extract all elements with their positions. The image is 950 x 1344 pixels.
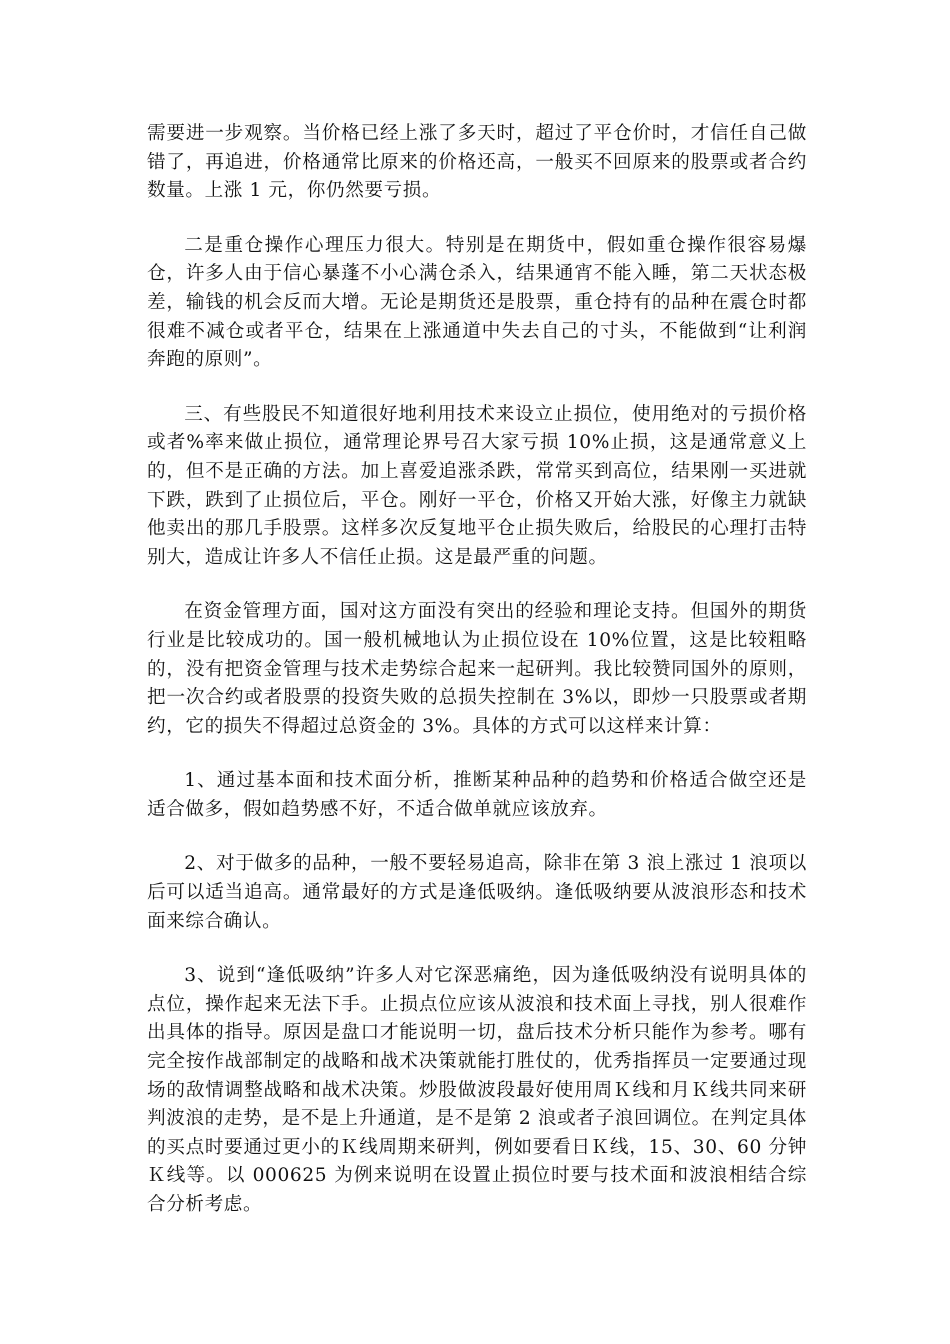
- paragraph-4: 在资金管理方面，国对这方面没有突出的经验和理论支持。但国外的期货行业是比较成功的。国一般机械地认为止损位设在 10%位置，这是比较粗略的，没有把资金管理与技术走势综合起来一起研判。我比较赞同国外的原则，把一次合约或者股票的投资失败的总损失控制在 3%以，即炒一只股票或者期约，它的损失不得超过总资金的 3%。具体的方式可以这样来计算：: [147, 601, 807, 737]
- list-item-2: 2、对于做多的品种，一般不要轻易追高，除非在第 3 浪上涨过 1 浪项以后可以适当追高。通常最好的方式是逢低吸纳。逢低吸纳要从波浪形态和技术面来综合确认。: [147, 853, 807, 932]
- list-item-3: 3、说到“逢低吸纳”许多人对它深恶痛绝，因为逢低吸纳没有说明具体的点位，操作起来无法下手。止损点位应该从波浪和技术面上寻找，别人很难作出具体的指导。原因是盘口才能说明一切，盘后技术分析只能作为参考。哪有完全按作战部制定的战略和战术决策就能打胜仗的，优秀指挥员一定要通过现场的敌情调整战略和战术决策。炒股做波段最好使用周Ｋ线和月Ｋ线共同来研判波浪的走势，是不是上升通道，是不是第 2 浪或者子浪回调位。在判定具体的买点时要通过更小的Ｋ线周期来研判，例如要看日Ｋ线，15、30、60 分钟Ｋ线等。以 000625 为例来说明在设置止损位时要与技术面和波浪相结合综合分析考虑。: [147, 965, 807, 1215]
- paragraph-2: 二是重仓操作心理压力很大。特别是在期货中，假如重仓操作很容易爆仓，许多人由于信心暴蓬不小心满仓杀入，结果通宵不能入睡，第二天状态极差，输钱的机会反而大增。无论是期货还是股票，重仓持有的品种在震仓时都很难不减仓或者平仓，结果在上涨通道中失去自己的寸头，不能做到“让利润奔跑的原则”。: [147, 234, 807, 371]
- document-body: [147, 120, 807, 1246]
- paragraph-1: 需要进一步观察。当价格已经上涨了多天时，超过了平仓价时，才信任自己做错了，再追进，价格通常比原来的价格还高，一般买不回原来的股票或者合约数量。上涨 1 元，你仍然要亏损。: [147, 123, 807, 202]
- paragraph-3: 三、有些股民不知道很好地利用技术来设立止损位，使用绝对的亏损价格或者%率来做止损位，通常理论界号召大家亏损 10%止损，这是通常意义上的，但不是正确的方法。加上喜爱追涨杀跌，常常买到高位，结果刚一买进就下跌，跌到了止损位后，平仓。刚好一平仓，价格又开始大涨，好像主力就缺他卖出的那几手股票。这样多次反复地平仓止损失败后，给股民的心理打击特别大，造成让许多人不信任止损。这是最严重的问题。: [147, 403, 807, 568]
- list-item-1: 1、通过基本面和技术面分析，推断某种品种的趋势和价格适合做空还是适合做多，假如趋势感不好，不适合做单就应该放弃。: [147, 770, 807, 820]
